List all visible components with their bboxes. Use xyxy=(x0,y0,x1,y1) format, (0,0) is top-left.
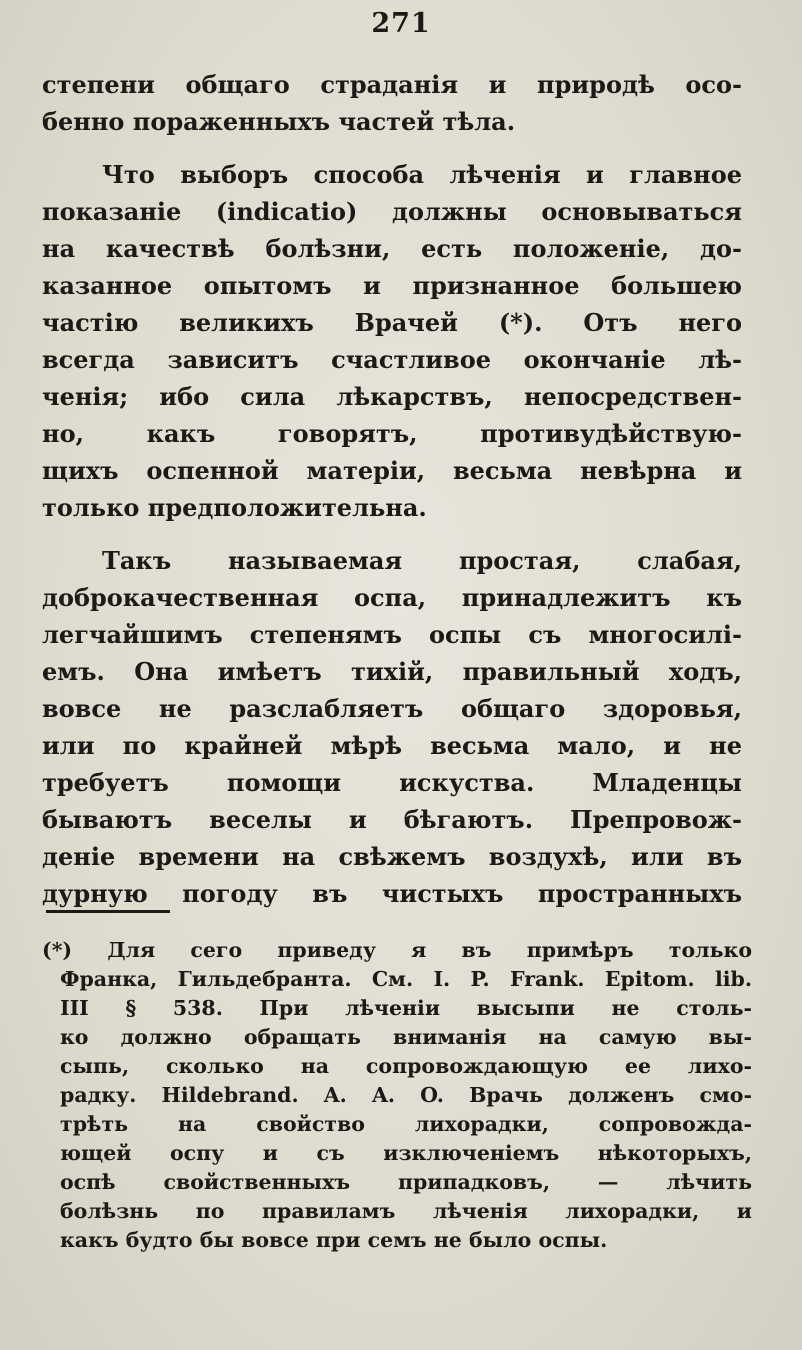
footnote-line: III § 538. При лѣченіи высыпи не столь- xyxy=(60,996,752,1020)
text-line: щихъ оспенной матеріи, весьма невѣрна и xyxy=(42,456,742,485)
text-line: бенно пораженныхъ частей тѣла. xyxy=(42,107,516,136)
paragraph-3 xyxy=(42,542,742,912)
main-text xyxy=(42,66,742,912)
text-line: казанное опытомъ и признанное большею xyxy=(42,271,742,300)
footnote-line: Франка, Гильдебранта. См. I. P. Frank. Epitom. lib. xyxy=(60,967,752,991)
text-line: емъ. Она имѣетъ тихій, правильный ходъ, xyxy=(42,657,742,686)
text-line: легчайшимъ степенямъ оспы съ многосилі- xyxy=(42,620,742,649)
footnote-line: оспѣ свойственныхъ припадковъ, — лѣчить xyxy=(60,1170,752,1194)
footnote-line: (*) Для сего приведу я въ примѣръ только xyxy=(42,938,752,962)
text-line: деніе времени на свѣжемъ воздухѣ, или въ xyxy=(42,842,742,871)
text-line: вовсе не разслабляетъ общаго здоровья, xyxy=(42,694,742,723)
paragraph-2 xyxy=(42,156,742,526)
text-line: всегда зависитъ счастливое окончаніе лѣ- xyxy=(42,345,742,374)
text-line: Что выборъ способа лѣченія и главное xyxy=(102,160,742,189)
text-line: на качествѣ болѣзни, есть положеніе, до- xyxy=(42,234,742,263)
text-line: дурную погоду въ чистыхъ пространныхъ xyxy=(42,879,742,908)
text-line: или по крайней мѣрѣ весьма мало, и не xyxy=(42,731,742,760)
text-line: требуетъ помощи искуства. Младенцы xyxy=(42,768,742,797)
footnote-line: ющей оспу и съ изключеніемъ нѣкоторыхъ, xyxy=(60,1141,752,1165)
footnote-line: какъ будто бы вовсе при семъ не было оспы. xyxy=(60,1228,608,1252)
footnote-line: радку. Hildebrand. A. A. O. Врачь долженъ смо- xyxy=(60,1083,752,1107)
text-line: степени общаго страданія и природѣ осо- xyxy=(42,70,742,99)
text-line: только предположительна. xyxy=(42,493,427,522)
footnote-separator xyxy=(46,910,170,913)
footnote-line: трѣть на свойство лихорадки, сопровожда- xyxy=(60,1112,752,1136)
footnote-line: ко должно обращать вниманія на самую вы- xyxy=(60,1025,752,1049)
text-line: доброкачественная оспа, принадлежитъ къ xyxy=(42,583,742,612)
text-line: ченія; ибо сила лѣкарствъ, непосредствен- xyxy=(42,382,742,411)
footnote xyxy=(42,936,752,1255)
text-line: но, какъ говорятъ, противудѣйствую- xyxy=(42,419,742,448)
text-line: бываютъ веселы и бѣгаютъ. Препровож- xyxy=(42,805,742,834)
footnote-line: сыпь, сколько на сопровождающую ее лихо- xyxy=(60,1054,752,1078)
paragraph-1 xyxy=(42,66,742,140)
footnote-line: болѣзнь по правиламъ лѣченія лихорадки, и xyxy=(60,1199,752,1223)
page-number: 271 xyxy=(371,8,431,39)
text-line: Такъ называемая простая, слабая, xyxy=(102,546,742,575)
text-line: частію великихъ Врачей (*). Отъ него xyxy=(42,308,742,337)
text-line: показаніе (indicatio) должны основываться xyxy=(42,197,742,226)
